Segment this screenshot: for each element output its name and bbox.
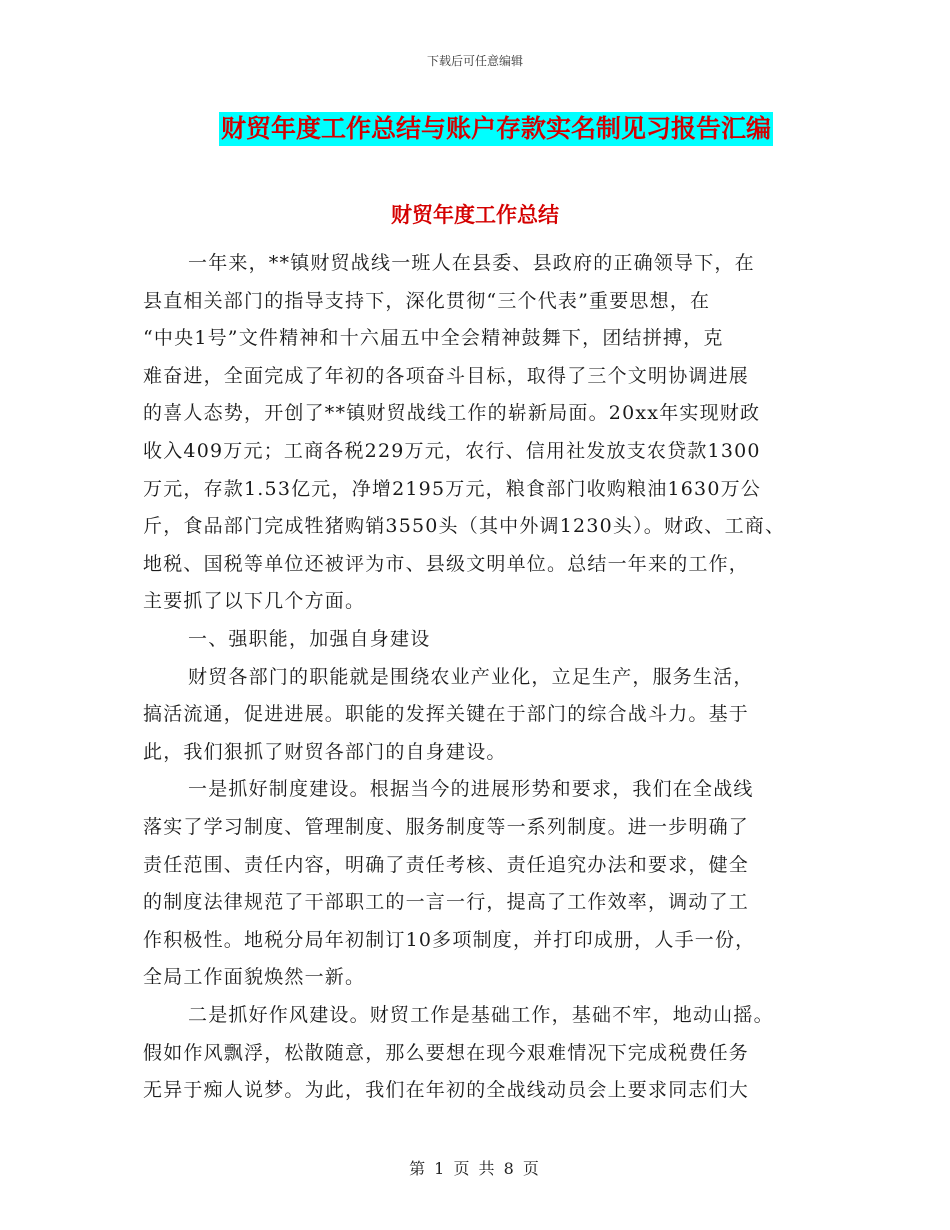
body-line: 一是抓好制度建设。根据当今的进展形势和要求，我们在全战线: [188, 778, 754, 801]
body-line: 收入409万元；工商各税229万元，农行、信用社发放支农贷款1300: [143, 440, 761, 462]
body-line: 的喜人态势，开创了**镇财贸战线工作的崭新局面。20xx年实现财政: [143, 402, 761, 425]
body-line: “中央1号”文件精神和十六届五中全会精神鼓舞下，团结拼搏，克: [143, 327, 724, 350]
body-line: 的制度法律规范了干部职工的一言一行，提高了工作效率，调动了工: [143, 891, 750, 914]
body-line: 此，我们狠抓了财贸各部门的自身建设。: [143, 740, 507, 763]
body-line: 一、强职能，加强自身建设: [188, 628, 431, 650]
body-line: 责任范围、责任内容，明确了责任考核、责任追究办法和要求，健全: [143, 853, 750, 876]
body-line: 县直相关部门的指导支持下，深化贯彻“三个代表”重要思想，在: [143, 289, 711, 312]
body-line: 假如作风飘浮，松散随意，那么要想在现今艰难情况下完成税费任务: [143, 1041, 750, 1064]
page-number-footer: 第 1 页 共 8 页: [409, 1159, 541, 1178]
body-line: 无异于痴人说梦。为此，我们在年初的全战线动员会上要求同志们大: [143, 1079, 750, 1102]
body-line: 主要抓了以下几个方面。: [143, 590, 366, 613]
body-line: 财贸各部门的职能就是围绕农业产业化，立足生产，服务生活，: [188, 665, 754, 688]
page-header-note: 下载后可任意编辑: [426, 54, 523, 68]
body-line: 一年来，**镇财贸战线一班人在县委、县政府的正确领导下，在: [188, 252, 755, 274]
section-title: 财贸年度工作总结: [391, 203, 559, 227]
body-line: 地税、国税等单位还被评为市、县级文明单位。总结一年来的工作，: [143, 552, 750, 575]
body-line: 二是抓好作风建设。财贸工作是基础工作，基础不牢，地动山摇。: [188, 1004, 774, 1026]
document-main-title: 财贸年度工作总结与账户存款实名制见习报告汇编: [219, 112, 773, 146]
body-line: 搞活流通，促进进展。职能的发挥关键在于部门的综合战斗力。基于: [143, 703, 750, 726]
body-line: 斤，食品部门完成牲猪购销3550头（其中外调1230头）。财政、工商、: [143, 515, 786, 538]
body-line: 落实了学习制度、管理制度、服务制度等一系列制度。进一步明确了: [143, 816, 750, 838]
body-line: 全局工作面貌焕然一新。: [143, 966, 366, 989]
body-line: 作积极性。地税分局年初制订10多项制度，并打印成册，人手一份，: [143, 928, 756, 951]
body-line: 难奋进，全面完成了年初的各项奋斗目标，取得了三个文明协调进展: [143, 364, 750, 387]
body-line: 万元，存款1.53亿元，净增2195万元，粮食部门收购粮油1630万公: [143, 477, 762, 500]
main-title-container: [0, 112, 950, 146]
